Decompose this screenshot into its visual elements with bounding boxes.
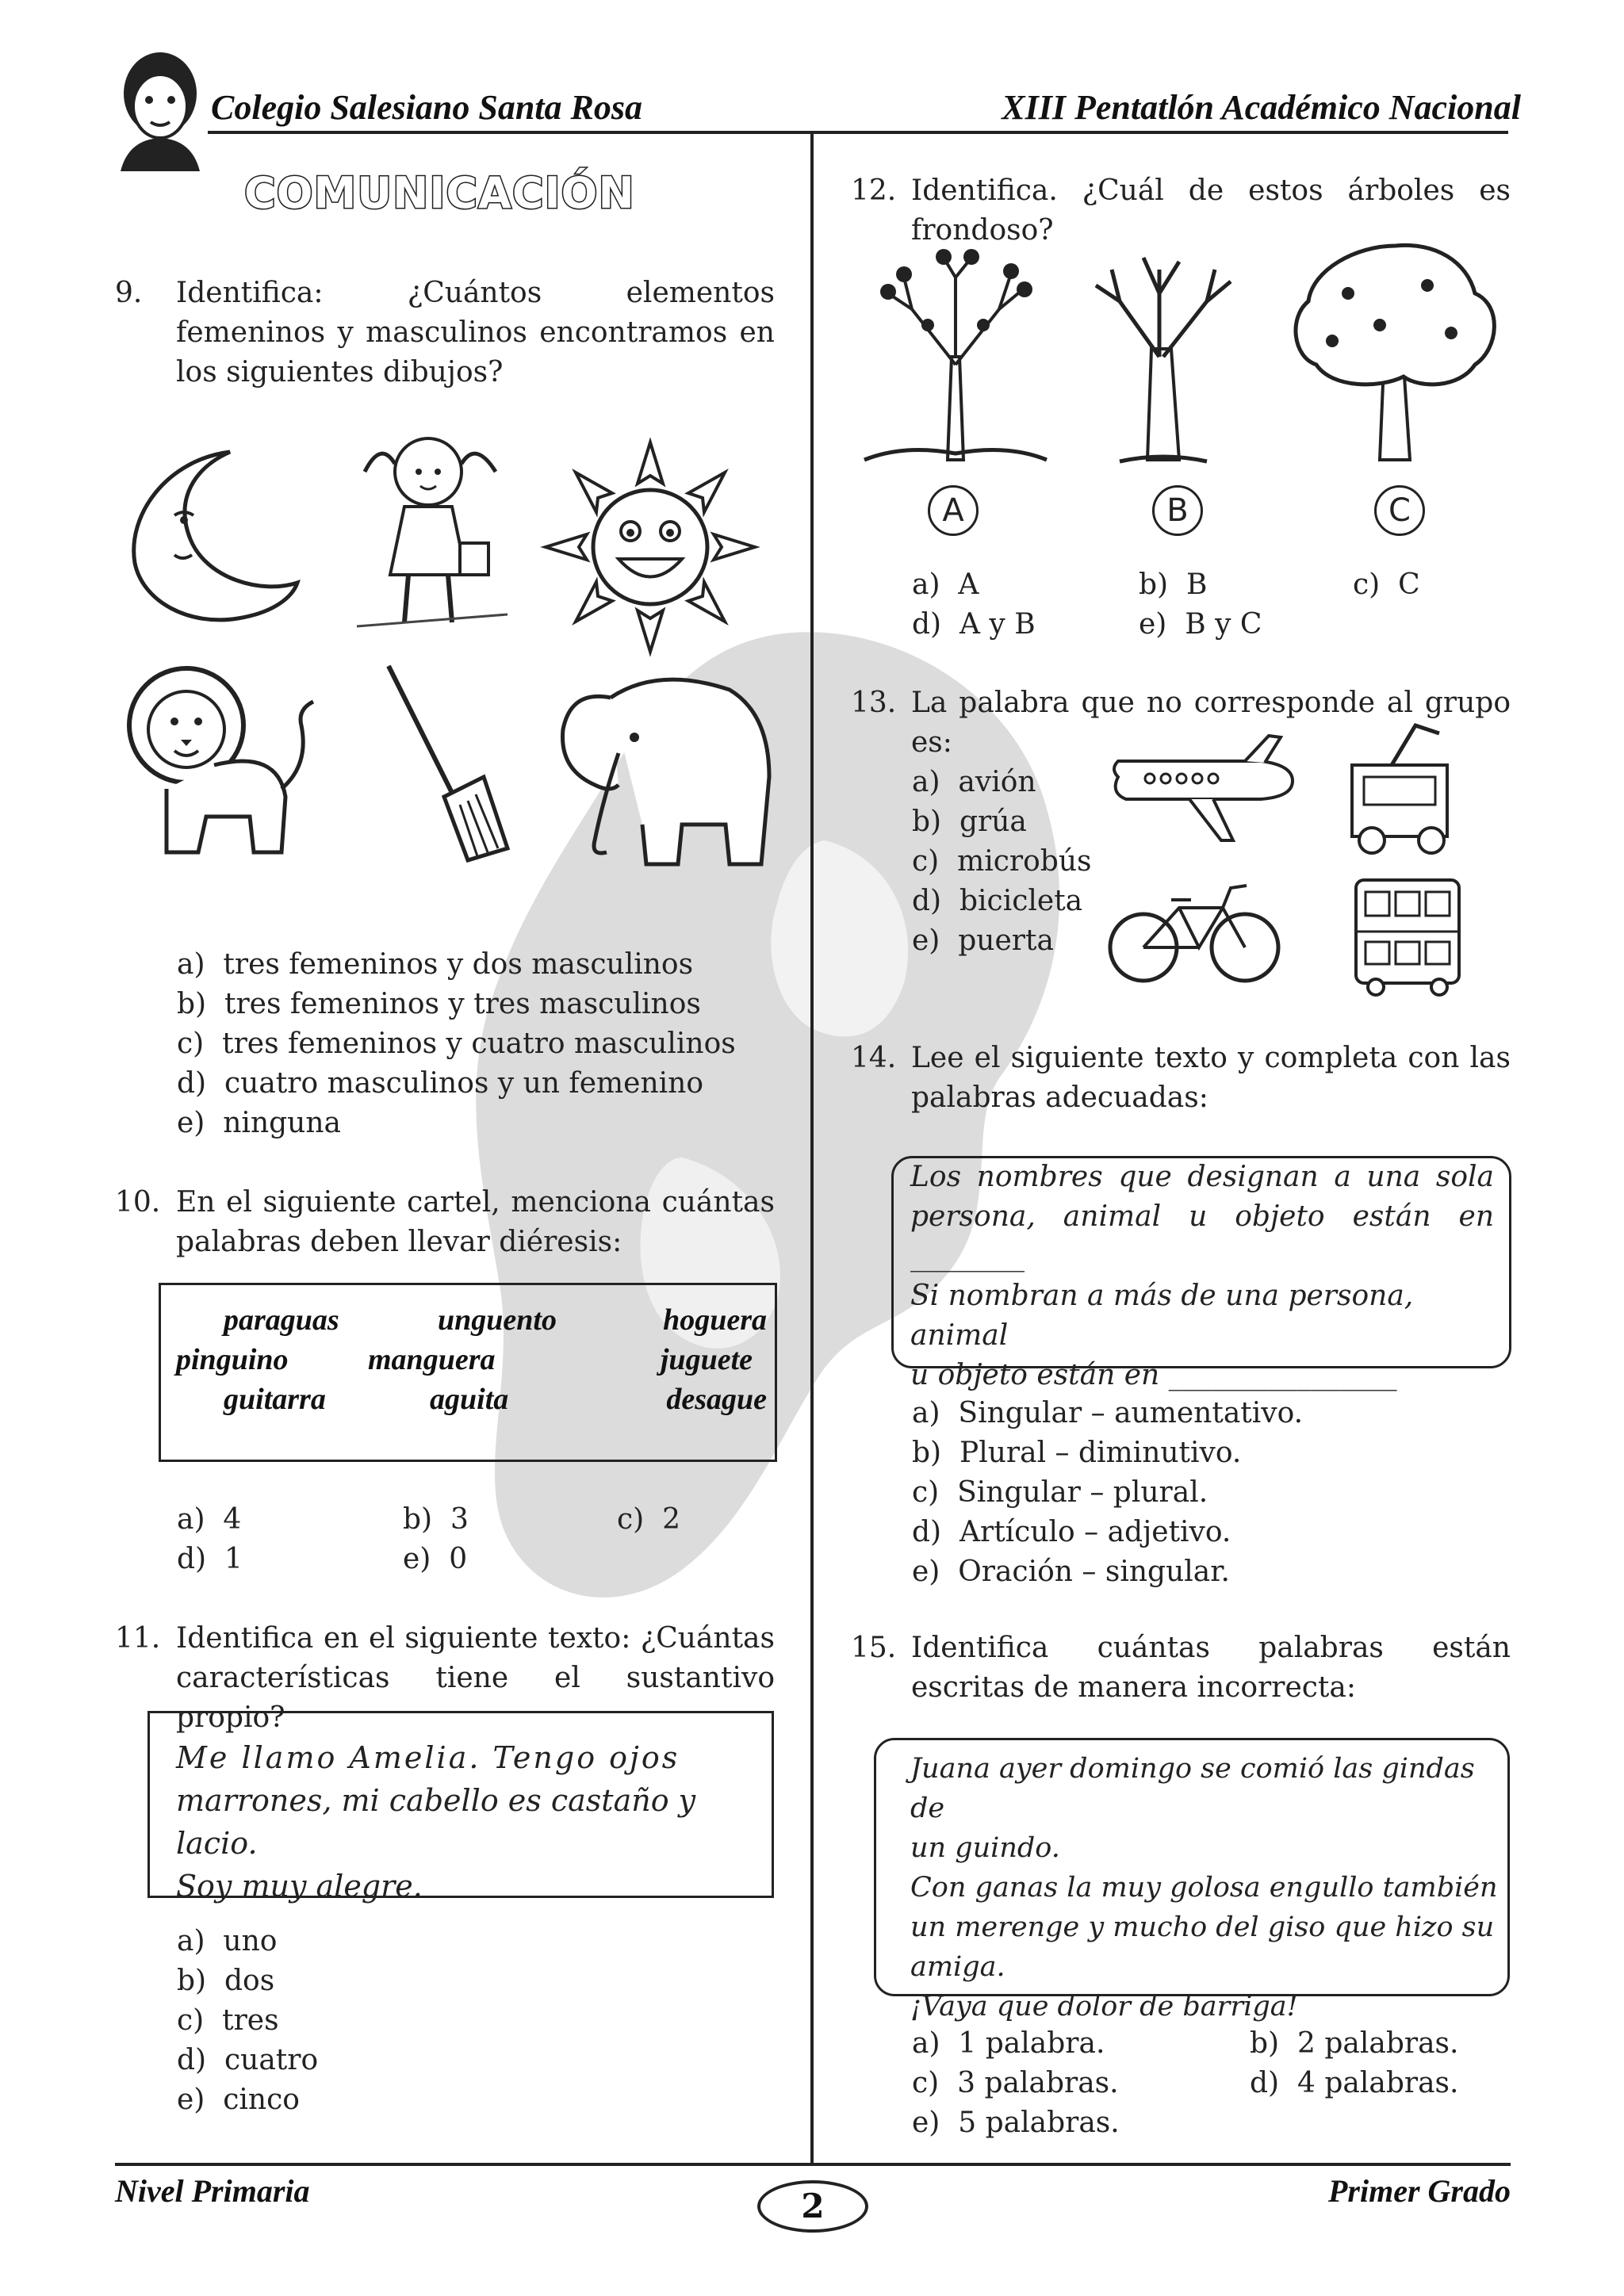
option-e[interactable]: e) B y C — [1139, 608, 1262, 641]
question-number: 15. — [851, 1632, 897, 1664]
tree-c-drawing — [1285, 238, 1507, 468]
question-number: 11. — [115, 1622, 161, 1655]
option-a[interactable]: a) avión — [912, 766, 1036, 798]
word-juguete: juguete — [660, 1343, 753, 1376]
page-number-badge — [757, 2180, 868, 2233]
option-c[interactable]: c) C — [1353, 568, 1420, 601]
question-15 — [851, 1628, 1511, 1708]
question-text: En el siguiente cartel, menciona cuántas palabras deben llevar diéresis: — [176, 1186, 775, 1258]
option-a[interactable]: a) Singular – aumentativo. — [912, 1397, 1304, 1429]
option-c[interactable]: c) Singular – plural. — [912, 1476, 1208, 1509]
footer-grade: Primer Grado — [1328, 2173, 1511, 2209]
column-divider — [810, 133, 814, 2163]
word-paraguas: paraguas — [224, 1303, 339, 1337]
word-guitarra: guitarra — [224, 1383, 326, 1416]
q10-options — [177, 1500, 779, 1579]
option-a[interactable]: a) 4 — [177, 1503, 242, 1536]
option-d[interactable]: d) bicicleta — [912, 885, 1083, 917]
broom-drawing — [373, 658, 515, 864]
elephant-drawing — [547, 666, 777, 872]
question-number: 13. — [851, 687, 897, 719]
sun-drawing — [539, 436, 761, 658]
option-b[interactable]: b) tres femeninos y tres masculinos — [177, 988, 701, 1020]
question-number: 10. — [115, 1186, 161, 1219]
option-e[interactable]: e) 0 — [403, 1543, 468, 1575]
q10-words — [176, 1300, 767, 1419]
question-number: 12. — [851, 174, 897, 207]
option-d[interactable]: d) 4 palabras. — [1250, 2067, 1459, 2099]
q11-options — [177, 1922, 318, 2120]
question-text: Lee el siguiente texto y completa con las palabras adecuadas: — [911, 1042, 1511, 1114]
q12-options — [912, 565, 1515, 645]
lion-drawing — [119, 646, 325, 868]
q14-options — [912, 1394, 1303, 1592]
question-number: 9. — [115, 277, 143, 309]
section-title: COMUNICACIÓN — [244, 168, 635, 218]
option-d[interactable]: d) A y B — [912, 608, 1036, 641]
word-desague: desague — [666, 1383, 767, 1416]
tree-a-drawing — [856, 246, 1055, 468]
option-a[interactable]: a) 1 palabra. — [912, 2027, 1105, 2060]
question-text: Identifica en el siguiente texto: ¿Cuántas características tiene el sustantivo propio? — [176, 1622, 775, 1734]
footer-level: Nivel Primaria — [115, 2173, 310, 2209]
option-d[interactable]: d) Artículo – adjetivo. — [912, 1516, 1231, 1548]
option-d[interactable]: d) cuatro — [177, 2044, 319, 2076]
question-10 — [115, 1183, 775, 1262]
question-text: Identifica. ¿Cuál de estos árboles es frondoso? — [911, 174, 1511, 247]
option-d[interactable]: d) cuatro masculinos y un femenino — [177, 1067, 704, 1100]
page-number: 2 — [801, 2187, 825, 2225]
option-b[interactable]: b) B — [1139, 568, 1208, 601]
moon-drawing — [119, 444, 301, 626]
option-a[interactable]: a) A — [912, 568, 979, 601]
option-e[interactable]: e) puerta — [912, 924, 1054, 957]
option-c[interactable]: c) tres — [177, 2004, 279, 2037]
option-e[interactable]: e) cinco — [177, 2084, 300, 2116]
option-b[interactable]: b) 3 — [403, 1503, 469, 1536]
option-c[interactable]: c) 3 palabras. — [912, 2067, 1119, 2099]
option-a[interactable]: a) uno — [177, 1925, 278, 1957]
question-text: Identifica: ¿Cuántos elementos femeninos y masculinos encontramos en los siguientes dibujos? — [176, 277, 775, 388]
option-c[interactable]: c) microbús — [912, 845, 1092, 878]
option-b[interactable]: b) grúa — [912, 806, 1027, 838]
question-number: 14. — [851, 1042, 897, 1074]
school-name: Colegio Salesiano Santa Rosa — [211, 88, 643, 127]
q9-options — [177, 945, 736, 1143]
option-d[interactable]: d) 1 — [177, 1543, 243, 1575]
tree-label-a: A — [928, 485, 979, 536]
option-e[interactable]: e) 5 palabras. — [912, 2107, 1120, 2139]
option-b[interactable]: b) Plural – diminutivo. — [912, 1437, 1242, 1469]
q14-text: Los nombres que designan a una sola persona, animal u objeto están en ________ Si nombran a más de una persona, animal u objeto están en ________________ — [910, 1161, 1494, 1391]
question-text: La palabra que no corresponde al grupo es: — [911, 687, 1511, 759]
bicycle-drawing — [1104, 876, 1286, 987]
word-pinguino: pinguino — [176, 1343, 289, 1376]
double-decker-bus-drawing — [1348, 872, 1467, 999]
q15-options — [912, 2024, 1515, 2143]
option-e[interactable]: e) ninguna — [177, 1107, 342, 1139]
tree-label-b: B — [1152, 485, 1203, 536]
airplane-drawing — [1102, 729, 1300, 848]
event-name: XIII Pentatlón Académico Nacional — [1002, 88, 1521, 127]
tree-b-drawing — [1072, 246, 1254, 468]
option-e[interactable]: e) Oración – singular. — [912, 1556, 1230, 1588]
word-aguita: aguita — [430, 1383, 509, 1416]
option-a[interactable]: a) tres femeninos y dos masculinos — [177, 948, 694, 981]
word-hoguera: hoguera — [663, 1303, 767, 1337]
founder-portrait-logo — [113, 44, 208, 171]
q11-text: Me llamo Amelia. Tengo ojos marrones, mi cabello es castaño y lacio. Soy muy alegre. — [176, 1740, 696, 1904]
question-14 — [851, 1039, 1511, 1118]
header-rule — [208, 131, 1508, 134]
tow-truck-drawing — [1344, 718, 1463, 860]
q13-options — [912, 763, 1092, 961]
word-manguera: manguera — [368, 1343, 496, 1376]
option-b[interactable]: b) 2 palabras. — [1250, 2027, 1459, 2060]
tree-label-c: C — [1374, 485, 1425, 536]
option-b[interactable]: b) dos — [177, 1965, 275, 1997]
question-text: Identifica cuántas palabras están escritas de manera incorrecta: — [911, 1632, 1511, 1704]
option-c[interactable]: c) 2 — [617, 1503, 681, 1536]
footer-rule — [115, 2163, 1511, 2166]
q15-text: Juana ayer domingo se comió las gindas de un guindo. Con ganas la muy golosa engullo también un merenge y mucho del giso que hizo su amiga. ¡Vaya que dolor de barriga! — [910, 1753, 1498, 2022]
option-c[interactable]: c) tres femeninos y cuatro masculinos — [177, 1027, 736, 1060]
girl-drawing — [349, 424, 515, 638]
word-unguento: unguento — [438, 1303, 557, 1337]
question-9 — [115, 274, 775, 392]
